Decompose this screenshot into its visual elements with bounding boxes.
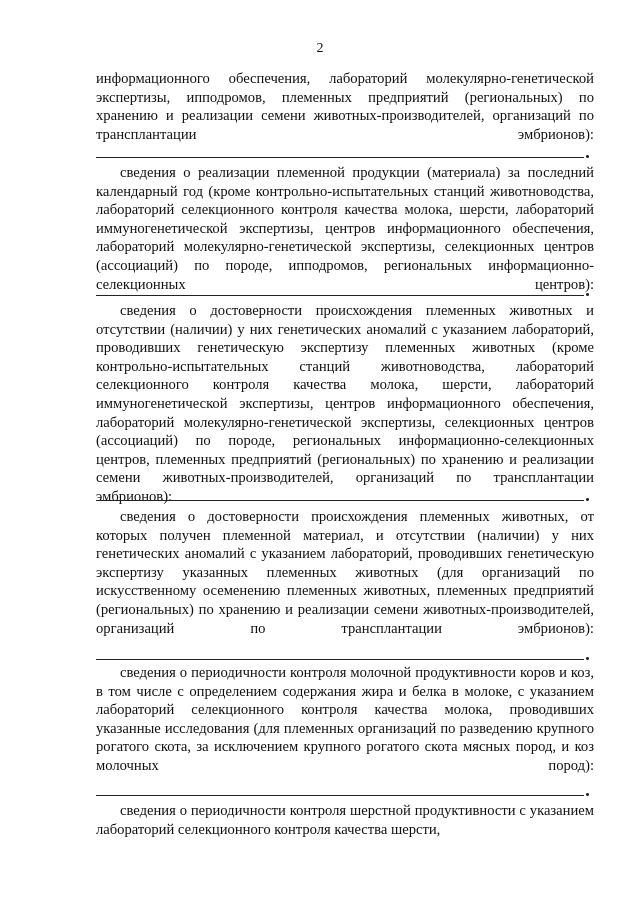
fill-in-line xyxy=(96,500,584,501)
paragraph-wool-productivity-control xyxy=(96,802,594,839)
paragraph-breeding-material-origin xyxy=(96,508,594,638)
fill-in-line xyxy=(96,659,584,660)
paragraph-text: сведения о достоверности происхождения племенных животных, от которых получен племенной материал, и отсутствии (наличии) у них генетических аномалий с указанием лабораторий, проводивших генетическую экспертизу указанных племенных животных (для организаций по искусственному осеменению племенных животных, племенных предприятий (региональных) по хранению и реализации семени животных-производителей, организаций по трансплантации эмбрионов): xyxy=(96,509,594,637)
paragraph-text: сведения о реализации племенной продукции (материала) за последний календарный год (кроме контрольно-испытательных станций животноводства, лабораторий селекционного контроля качества молока, шерсти, лабораторий иммуногенетической экспертизы, центров информационного обеспечения, лабораторий молекулярно-генетической экспертизы, селекционных центров (ассоциаций) по породе, ипподромов, региональных информационно-селекционных центров): xyxy=(96,165,594,293)
line-end-dot xyxy=(586,657,589,660)
fill-in-line xyxy=(96,295,584,296)
paragraph-text: сведения о достоверности происхождения племенных животных и отсутствии (наличии) у них генетических аномалий с указанием лабораторий, проводивших генетическую экспертизу племенных животных (кроме контрольно-испытательных станций животноводства, лабораторий селекционного контроля качества молока, шерсти, лабораторий иммуногенетической экспертизы, центров информационного обеспечения, лабораторий молекулярно-генетической экспертизы, селекционных центров (ассоциаций) по породе, региональных информационно-селекционных центров, племенных предприятий (региональных) по хранению и реализации семени животных-производителей, организаций по трансплантации эмбрионов): xyxy=(96,303,594,505)
paragraph-information-support xyxy=(96,70,594,144)
fill-in-line xyxy=(96,795,584,796)
paragraph-text: информационного обеспечения, лабораторий молекулярно-генетической экспертизы, ипподромов, племенных предприятий (региональных) по хранению и реализации семени животных-производителей, организаций по трансплантации эмбрионов): xyxy=(96,71,594,143)
line-end-dot xyxy=(586,155,589,158)
paragraph-text: сведения о периодичности контроля шерстной продуктивности с указанием лабораторий селекционного контроля качества шерсти, xyxy=(96,803,594,838)
fill-in-line xyxy=(96,157,584,158)
paragraph-milk-productivity-control xyxy=(96,664,594,776)
line-end-dot xyxy=(586,293,589,296)
paragraph-breeding-products-sales xyxy=(96,164,594,294)
paragraph-text: сведения о периодичности контроля молочной продуктивности коров и коз, в том числе с определением содержания жира и белка в молоке, с указанием лабораторий селекционного контроля качества молока, проводивших указанные исследования (для племенных организаций по разведению крупного рогатого скота, за исключением крупного рогатого скота мясных пород, и коз молочных пород): xyxy=(96,665,594,774)
paragraph-origin-reliability xyxy=(96,302,594,507)
page-number: 2 xyxy=(316,41,324,56)
line-end-dot xyxy=(586,793,589,796)
line-end-dot xyxy=(586,498,589,501)
